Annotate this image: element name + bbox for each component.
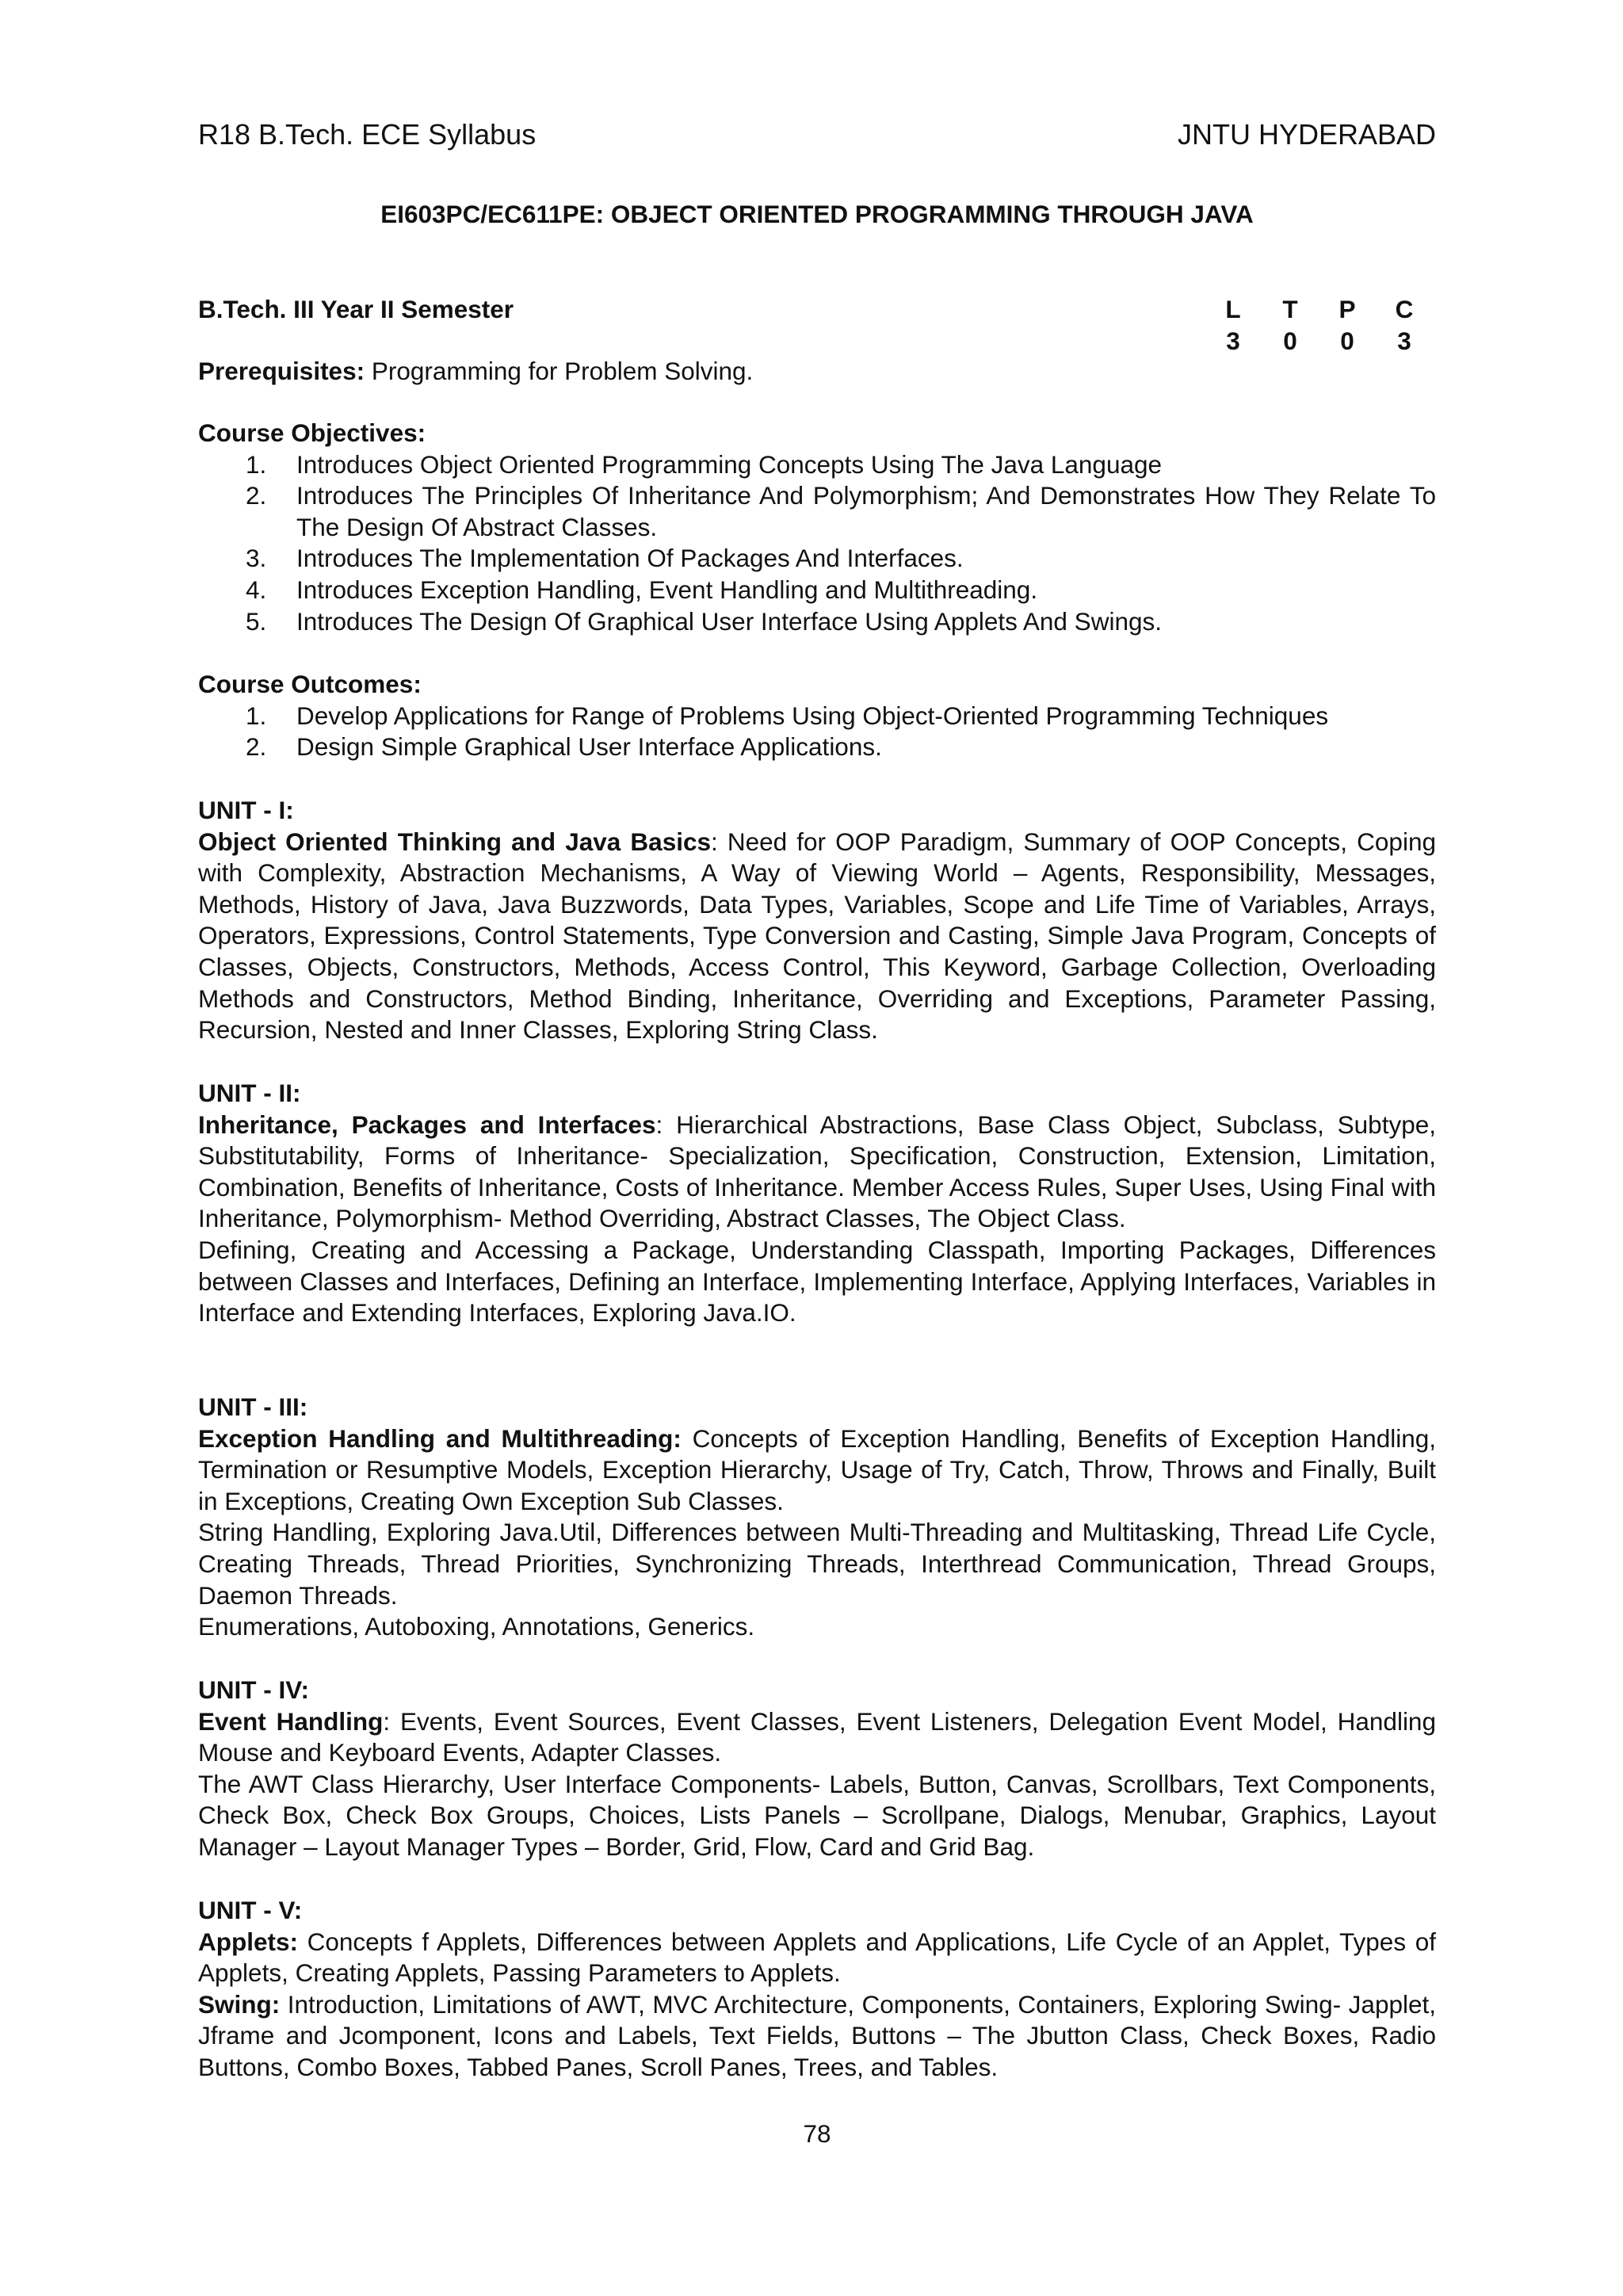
unit-text: Introduction, Limitations of AWT, MVC Architecture, Components, Containers, Exploring Swing- Japplet, Jframe and Jcomponent, Icons and Labels, Text Fields, Buttons – The Jbutton Class, Check Boxes, Radio Buttons, Combo Boxes, Tabbed Panes, Scroll Panes, Trees, and Tables. (198, 1989, 1436, 2081)
ltpc-value: 0 (1340, 327, 1354, 355)
list-number: 1. (246, 701, 267, 730)
semester-label: B.Tech. III Year II Semester (198, 295, 514, 323)
ltpc-value: 3 (1397, 327, 1411, 355)
ltpc-label: P (1338, 295, 1356, 323)
unit-topic: Applets: (198, 1927, 298, 1956)
ltpc-value: 0 (1283, 327, 1297, 355)
prerequisites-label: Prerequisites: (198, 357, 365, 385)
unit-topic: Swing: (198, 1989, 281, 2019)
unit-paragraph (198, 1706, 1436, 1769)
list-item (198, 480, 1436, 543)
running-header (198, 117, 1436, 152)
list-item (198, 543, 1436, 575)
ltpc-label: C (1395, 295, 1414, 323)
unit-text: : Need for OOP Paradigm, Summary of OOP Concepts, Coping with Complexity, Abstraction Mechanisms, A Way of Viewing World – Agents, Responsibility, Messages, Methods, History of Java, Java Buzzwords, Data Types, Variables, Scope and Life Time of Variables, Arrays, Operators, Expressions, Control Statements, Type Conversion and Casting, Simple Java Program, Concepts of Classes, Objects, Constructors, Methods, Access Control, This Keyword, Garbage Collection, Overloading Methods and Constructors, Method Binding, Inheritance, Overriding and Exceptions, Parameter Passing, Recursion, Nested and Inner Classes, Exploring String Class. (198, 827, 1436, 1045)
list-number: 5. (246, 606, 267, 636)
unit-topic: Exception Handling and Multithreading: (198, 1423, 682, 1453)
course-objectives (198, 418, 1436, 637)
unit-paragraph (198, 1423, 1436, 1518)
unit-text: The AWT Class Hierarchy, User Interface Components- Labels, Button, Canvas, Scrollbars, Text Components, Check Box, Check Box Groups, Choices, Lists Panels – Scrollpane, Dialogs, Menubar, Graphics, Layout Manager – Layout Manager Types – Border, Grid, Flow, Card and Grid Bag. (198, 1769, 1436, 1861)
unit-4 (198, 1675, 1436, 1863)
unit-heading: UNIT - II: (198, 1079, 301, 1107)
unit-paragraph (198, 1235, 1436, 1329)
ltpc-table (1205, 293, 1434, 357)
course-title: EI603PC/EC611PE: OBJECT ORIENTED PROGRAMMING THROUGH JAVA (380, 200, 1254, 228)
unit-text: : Hierarchical Abstractions, Base Class Object, Subclass, Subtype, Substitutability, Forms of Inheritance- Specialization, Specification, Construction, Extension, Limitation, Combination, Benefits of Inheritance, Costs of Inheritance. Member Access Rules, Super Uses, Using Final with Inheritance, Polymorphism- Method Overriding, Abstract Classes, The Object Class. (198, 1110, 1436, 1233)
course-outcomes (198, 669, 1436, 763)
unit-paragraph (198, 827, 1436, 1046)
list-number: 1. (246, 449, 267, 479)
list-text: Introduces Object Oriented Programming Concepts Using The Java Language (296, 449, 1163, 479)
unit-2 (198, 1078, 1436, 1329)
unit-heading: UNIT - III: (198, 1392, 308, 1421)
unit-topic: Object Oriented Thinking and Java Basics (198, 827, 711, 856)
prerequisites-text: Programming for Problem Solving. (365, 357, 754, 385)
list-text: Introduces Exception Handling, Event Handling and Multithreading. (296, 575, 1038, 604)
outcomes-list (198, 701, 1436, 763)
list-item (198, 701, 1436, 732)
unit-paragraph (198, 1517, 1436, 1611)
ltpc-labels (1205, 293, 1434, 325)
unit-text: String Handling, Exploring Java.Util, Differences between Multi-Threading and Multitasking, Thread Life Cycle, Creating Threads, Thread Priorities, Synchronizing Threads, Interthread Communication, Thread Groups, Daemon Threads. (198, 1518, 1436, 1610)
list-text: Develop Applications for Range of Problems Using Object-Oriented Programming Techniques (296, 701, 1329, 730)
unit-text: Concepts f Applets, Differences between Applets and Applications, Life Cycle of an Applet, Types of Applets, Creating Applets, Passing Parameters to Applets. (198, 1927, 1436, 1988)
unit-topic: Inheritance, Packages and Interfaces (198, 1110, 656, 1139)
list-item (198, 449, 1436, 481)
unit-topic: Event Handling (198, 1706, 384, 1736)
unit-paragraph (198, 1110, 1436, 1235)
unit-text: Concepts of Exception Handling, Benefits of Exception Handling, Termination or Resumptive Models, Exception Hierarchy, Usage of Try, Catch, Throw, Throws and Finally, Built in Exceptions, Creating Own Exception Sub Classes. (198, 1423, 1436, 1515)
list-item (198, 732, 1436, 763)
objectives-list (198, 449, 1436, 638)
list-text: Design Simple Graphical User Interface Applications. (296, 732, 882, 762)
unit-text: Enumerations, Autoboxing, Annotations, Generics. (198, 1612, 755, 1641)
prerequisites (198, 355, 753, 387)
list-number: 3. (246, 544, 267, 573)
unit-heading: UNIT - I: (198, 796, 294, 824)
unit-text: : Events, Event Sources, Event Classes, Event Listeners, Delegation Event Model, Handling Mouse and Keyboard Events, Adapter Classes. (198, 1706, 1436, 1767)
outcomes-heading: Course Outcomes: (198, 670, 422, 698)
unit-heading: UNIT - IV: (198, 1675, 309, 1704)
unit-1 (198, 795, 1436, 1046)
list-number: 4. (246, 575, 267, 604)
unit-paragraph (198, 1927, 1436, 1989)
unit-paragraph (198, 1611, 1436, 1643)
unit-paragraph (198, 1769, 1436, 1863)
page-number: 78 (803, 2119, 831, 2148)
ltpc-value: 3 (1226, 327, 1240, 355)
list-text: Introduces The Principles Of Inheritance And Polymorphism; And Demonstrates How They Relate To The Design Of Abstract Classes. (296, 481, 1436, 541)
list-number: 2. (246, 732, 267, 762)
unit-5 (198, 1895, 1436, 2084)
unit-paragraph (198, 1989, 1436, 2084)
unit-3 (198, 1392, 1436, 1643)
header-right: JNTU HYDERABAD (1177, 118, 1436, 151)
list-item (198, 606, 1436, 638)
list-text: Introduces The Design Of Graphical User Interface Using Applets And Swings. (296, 606, 1162, 636)
objectives-heading: Course Objectives: (198, 418, 426, 447)
unit-heading: UNIT - V: (198, 1896, 303, 1924)
list-number: 2. (246, 481, 267, 510)
ltpc-label: T (1282, 295, 1298, 323)
ltpc-label: L (1225, 295, 1241, 323)
unit-text: Defining, Creating and Accessing a Package, Understanding Classpath, Importing Packages, Differences between Classes and Interfaces, Defining an Interface, Implementing Interface, Applying Interfaces, Variables in Interface and Extending Interfaces, Exploring Java.IO. (198, 1235, 1436, 1328)
header-left: R18 B.Tech. ECE Syllabus (198, 118, 537, 151)
ltpc-values (1205, 325, 1434, 357)
list-item (198, 575, 1436, 606)
list-text: Introduces The Implementation Of Packages And Interfaces. (296, 544, 964, 573)
